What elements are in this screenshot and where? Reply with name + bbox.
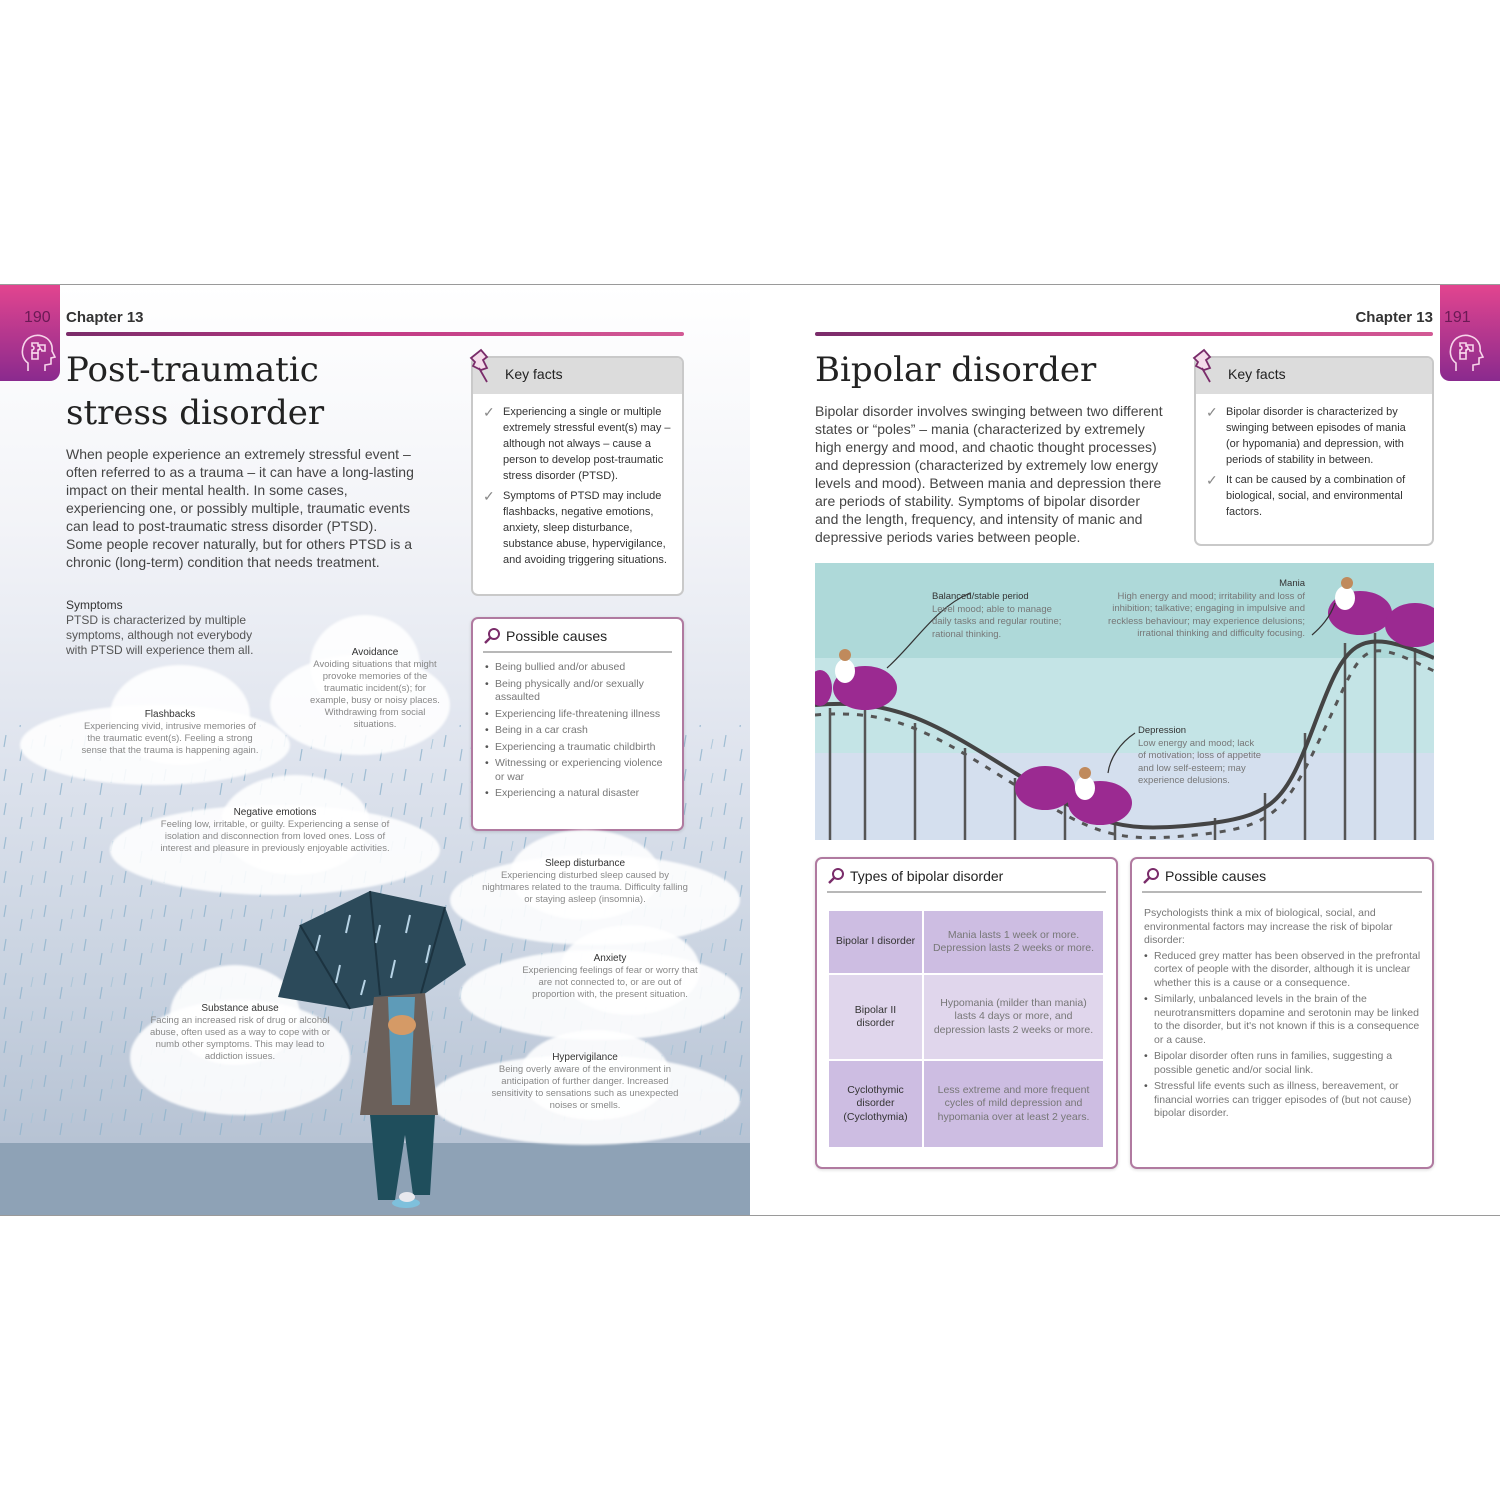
head-puzzle-icon [1446,331,1484,375]
cause-item: • Being in a car crash [485,724,672,738]
types-header [827,867,1106,893]
pushpin-icon [467,348,499,386]
label-text: Low energy and mood; lack of motivation; loss of appetite and low self-esteem; may experience delusions. [1138,737,1262,786]
chapter-rule [66,332,684,336]
types-heading: Types of bipolar disorder [850,868,1004,884]
key-facts-box [471,356,684,596]
magnifier-icon [1142,867,1160,885]
page-title: Bipolar disorder [815,350,1097,390]
chapter-label: Chapter 13 [66,309,144,326]
symptoms-heading: Symptoms [66,598,123,612]
causes-list [473,653,682,801]
possible-causes-box [471,617,684,831]
cloud-text: Experiencing feelings of fear or worry that are not connected to, or are out of proportion with, the present situation. [522,965,698,1000]
cloud-title: Flashbacks [144,709,196,720]
label-text: Level mood; able to manage daily tasks and regular routine; rational thinking. [932,603,1062,640]
key-fact-text: Symptoms of PTSD may include flashbacks, negative emotions, anxiety, sleep disturbance, substance abuse, hypervigilance, and avoiding triggering situations. [503,490,667,566]
table-row [828,910,1104,974]
right-page [750,285,1500,1215]
possible-causes-header [1142,867,1422,893]
cause-item: • Experiencing a traumatic childbirth [485,741,672,755]
cause-item: • Bipolar disorder often runs in families, suggesting a possible genetic and/or social link. [1144,1050,1422,1077]
key-facts-box [1194,356,1434,546]
cloud-title: Substance abuse [201,1003,279,1014]
cause-item: • Stressful life events such as illness, bereavement, or financial worries can trigger episodes of (but not cause) bipolar disorder. [1144,1080,1422,1121]
cause-item: • Experiencing life-threatening illness [485,708,672,722]
book-spread [0,284,1500,1216]
table-row [828,974,1104,1060]
type-name: Cyclothymic disorder (Cyclothymia) [828,1060,923,1148]
possible-causes-heading: Possible causes [1165,868,1267,884]
check-icon: ✓ [1206,472,1218,488]
key-fact-text: It can be caused by a combination of biological, social, and environmental factors. [1226,474,1406,518]
label-balanced [932,591,1072,641]
key-fact-item [483,404,672,484]
symptoms-text: PTSD is characterized by multiple symptoms, although not everybody with PTSD will experience them all. [66,613,254,657]
page-number: 191 [1444,309,1471,326]
label-title: Mania [1279,578,1305,589]
cloud-title: Negative emotions [233,807,317,818]
type-desc: Less extreme and more frequent cycles of mild depression and hypomania over at least 2 years. [923,1060,1104,1148]
label-mania [1100,578,1305,641]
cloud-text: Facing an increased risk of drug or alcohol abuse, often used as a way to cope with or numb other symptoms. This may lead to addiction issues. [149,1015,331,1062]
symptoms-section [66,598,276,658]
key-fact-text: Experiencing a single or multiple extremely stressful event(s) may – although not always – cause a person to develop post-traumatic stress disorder (PTSD). [503,406,671,482]
cause-item: • Witnessing or experiencing violence or war [485,757,672,784]
title-line-2: stress disorder [66,393,325,433]
magnifier-icon [483,627,501,645]
cloud-title: Hypervigilance [552,1052,618,1063]
chapter-rule [815,332,1433,336]
possible-causes-heading: Possible causes [506,628,608,644]
possible-causes-header [483,627,672,653]
label-depression [1138,725,1263,788]
cause-item: • Experiencing a natural disaster [485,787,672,801]
key-fact-text: Bipolar disorder is characterized by swinging between episodes of mania (or hypomania) and depression, with periods of stability in between. [1226,406,1406,466]
table-row [828,1060,1104,1148]
causes-intro: Psychologists think a mix of biological, social, and environmental factors may increase the risk of bipolar disorder: [1144,907,1393,946]
chapter-label: Chapter 13 [1355,309,1433,326]
magnifier-icon [827,867,845,885]
possible-causes-box [1130,857,1434,1169]
cloud-text: Experiencing disturbed sleep caused by nightmares related to the trauma. Difficulty falling or staying asleep (insomnia). [482,870,688,905]
pushpin-icon [1190,348,1222,386]
title-line-1: Post-traumatic [66,350,319,390]
causes-list [1132,948,1432,1121]
key-fact-item [1206,472,1422,520]
head-puzzle-icon [18,331,56,375]
types-table [827,909,1105,1149]
key-facts-list [1196,394,1432,520]
intro-paragraph: When people experience an extremely stressful event – often referred to as a trauma – it can have a long-lasting impact on their mental health. In some cases, experiencing one, or possibly multiple, traumatic events can lead to post-traumatic stress disorder (PTSD). Some people recover naturally, but for others PTSD is a chronic (long-term) condition that needs treatment. [66,446,414,570]
cloud-text: Avoiding situations that might provoke memories of the traumatic incident(s); for example, busy or noisy places. Withdrawing from social situations. [310,659,440,730]
key-fact-item [1206,404,1422,468]
type-name: Bipolar I disorder [828,910,923,974]
cloud-title: Sleep disturbance [544,858,626,869]
left-page [0,285,750,1215]
cause-item: • Being physically and/or sexually assaulted [485,678,672,705]
page-number: 190 [24,309,51,326]
label-title: Balanced/stable period [932,591,1029,602]
label-title: Depression [1138,725,1187,736]
label-text: High energy and mood; irritability and loss of inhibition; talkative; engaging in impulsive and reckless behaviour; may experience delusions; irrational thinking and difficulty focusing. [1108,590,1305,639]
cloud-negative-emotions [110,775,440,895]
cloud-anxiety [460,925,740,1040]
type-name: Bipolar II disorder [828,974,923,1060]
chapter-tab [1440,285,1500,381]
key-facts-heading: Key facts [1196,358,1432,394]
check-icon: ✓ [483,488,495,504]
page-title [66,349,324,435]
chapter-tab [0,285,60,381]
cause-item: • Being bullied and/or abused [485,661,672,675]
intro-paragraph: Bipolar disorder involves swinging between two different states or “poles” – mania (characterized by extremely high energy and mood, and chaotic thought processes) and depression (characterized by extremely low energy levels and mood). Between mania and depression there are periods of stability. Symptoms of bipolar disorder and the length, frequency, and intensity of manic and depressive periods varies between people. [815,403,1163,545]
cloud-text: Experiencing vivid, intrusive memories of the traumatic event(s). Feeling a strong sense that the trauma is happening again. [81,721,259,756]
cloud-flashbacks [20,665,290,785]
key-facts-list [473,394,682,568]
cloud-text: Feeling low, irritable, or guilty. Experiencing a sense of isolation and disconnection from loved ones. Loss of interest and pleasure in previously enjoyable activities. [160,819,390,854]
person-with-umbrella-illustration [270,885,480,1215]
cloud-title: Avoidance [351,647,399,658]
type-desc: Hypomania (milder than mania) lasts 4 days or more, and depression lasts 2 weeks or more. [923,974,1104,1060]
roller-coaster-illustration [815,563,1434,840]
type-desc: Mania lasts 1 week or more. Depression lasts 2 weeks or more. [923,910,1104,974]
check-icon: ✓ [1206,404,1218,420]
cloud-text: Being overly aware of the environment in anticipation of further danger. Increased sensitivity to sensations such as unexpected noises or smells. [491,1064,679,1111]
key-facts-heading: Key facts [473,358,682,394]
cause-item: • Similarly, unbalanced levels in the brain of the neurotransmitters dopamine and serotonin may be linked to the disorder, but it's not known if this is a consequence or a cause. [1144,993,1422,1047]
check-icon: ✓ [483,404,495,420]
cause-item: • Reduced grey matter has been observed in the prefrontal cortex of people with the disorder, although it is unclear whether this is a cause or a consequence. [1144,950,1422,991]
cloud-avoidance [270,615,450,755]
key-fact-item [483,488,672,568]
types-of-bipolar-box [815,857,1118,1169]
cloud-title: Anxiety [593,953,627,964]
